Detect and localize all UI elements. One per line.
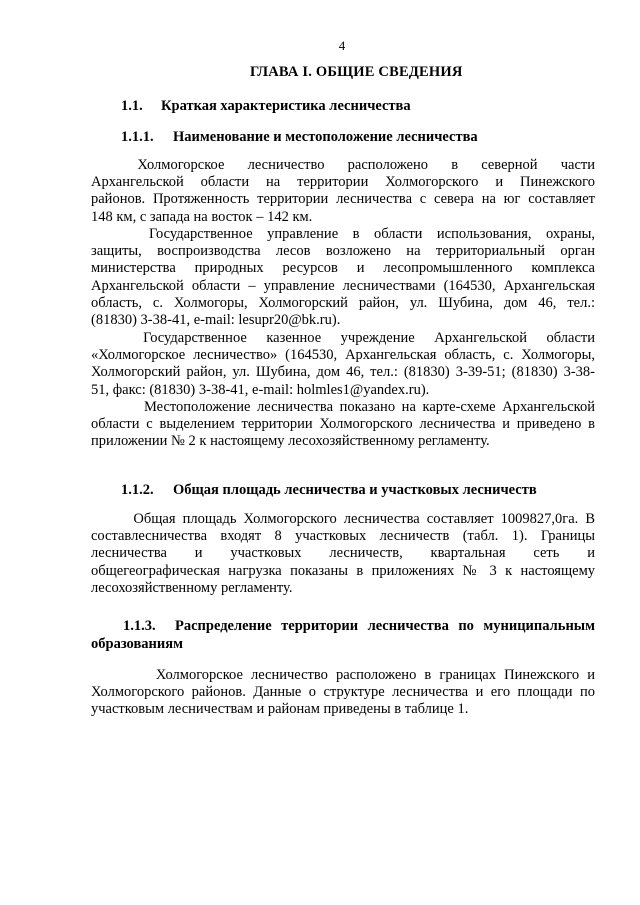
paragraph-line: районов. Протяженность территории лесничества с севера на юг составляет <box>91 191 595 208</box>
paragraph-line: лесничества и участковых лесничеств, квартальная сеть и <box>91 545 595 562</box>
paragraph-line: Общая площадь Холмогорского лесничества составляет 1009827,0га. В <box>91 511 595 527</box>
page-number: 4 <box>338 38 346 53</box>
section-heading-1-1-1 <box>121 129 478 146</box>
paragraph-line: 148 км, с запада на восток – 142 км. <box>91 208 313 225</box>
paragraph-line: лесохозяйственному регламенту. <box>91 579 293 596</box>
paragraph-line: министерства природных ресурсов и лесопромышленного комплекса <box>91 260 595 277</box>
section-heading-1-1 <box>121 98 411 115</box>
paragraph-institution <box>91 330 595 399</box>
paragraph-municipal <box>91 667 595 719</box>
section-title: Наименование и местоположение лесничества <box>173 129 478 145</box>
paragraph-line: защиты, воспроизводства лесов возложено на территориальный орган <box>91 243 595 260</box>
paragraph-line: (81830) 3-38-41, e-mail: lesupr20@bk.ru). <box>91 312 341 329</box>
paragraph-state-management <box>91 226 595 329</box>
paragraph-line: Холмогорское лесничество расположено в северной части <box>91 157 595 173</box>
paragraph-line: приложении № 2 к настоящему лесохозяйственному регламенту. <box>91 433 490 450</box>
paragraph-line: составлесничества входят 8 участковых лесничеств (табл. 1). Границы <box>91 528 595 545</box>
paragraph-line: Местоположение лесничества показано на карте-схеме Архангельской <box>91 399 595 415</box>
paragraph-line: Архангельской области – управление лесничествами (164530, Архангельская <box>91 277 595 294</box>
paragraph-line: Государственное управление в области использования, охраны, <box>91 226 595 242</box>
section-title-line-2: образованиям <box>91 636 183 652</box>
paragraph-area <box>91 511 595 597</box>
paragraph-map-reference <box>91 399 595 451</box>
chapter-title: ГЛАВА I. ОБЩИЕ СВЕДЕНИЯ <box>250 64 463 80</box>
paragraph-location <box>91 157 595 226</box>
paragraph-line: области с выделением территории Холмогорского лесничества и приведено в <box>91 416 595 433</box>
section-heading-1-1-3 <box>91 617 595 653</box>
paragraph-line: «Холмогорское лесничество» (164530, Архангельская область, с. Холмогоры, <box>91 347 595 364</box>
paragraph-line: Холмогорского районов. Данные о структуре лесничества и его площади по <box>91 684 595 701</box>
paragraph-line: общегеографическая нагрузка показаны в приложениях № 3 к настоящему <box>91 562 595 579</box>
section-number: 1.1.1. <box>121 129 154 145</box>
section-heading-1-1-2 <box>121 482 537 499</box>
paragraph-line: Архангельской области на территории Холмогорского и Пинежского <box>91 174 595 191</box>
section-number: 1.1.2. <box>121 482 154 498</box>
paragraph-line: Государственное казенное учреждение Архангельской области <box>91 330 595 346</box>
paragraph-line: Холмогорское лесничество расположено в границах Пинежского и <box>91 667 595 683</box>
section-number: 1.1. <box>121 98 143 114</box>
paragraph-line: участковым лесничествам и районам приведены в таблице 1. <box>91 701 469 718</box>
section-number: 1.1.3. <box>123 618 156 634</box>
paragraph-line: 51, факс: (81830) 3-38-41, e-mail: holmles1@yandex.ru). <box>91 381 430 398</box>
section-title: Общая площадь лесничества и участковых лесничеств <box>173 482 537 498</box>
section-title: Краткая характеристика лесничества <box>161 98 411 114</box>
section-title-line-1: Распределение территории лесничества по муниципальным <box>175 618 595 634</box>
paragraph-line: область, с. Холмогоры, Холмогорский район, ул. Шубина, дом 46, тел.: <box>91 294 595 311</box>
paragraph-line: Холмогорский район, ул. Шубина, дом 46, тел.: (81830) 3-39-51; (81830) 3-38- <box>91 364 595 381</box>
